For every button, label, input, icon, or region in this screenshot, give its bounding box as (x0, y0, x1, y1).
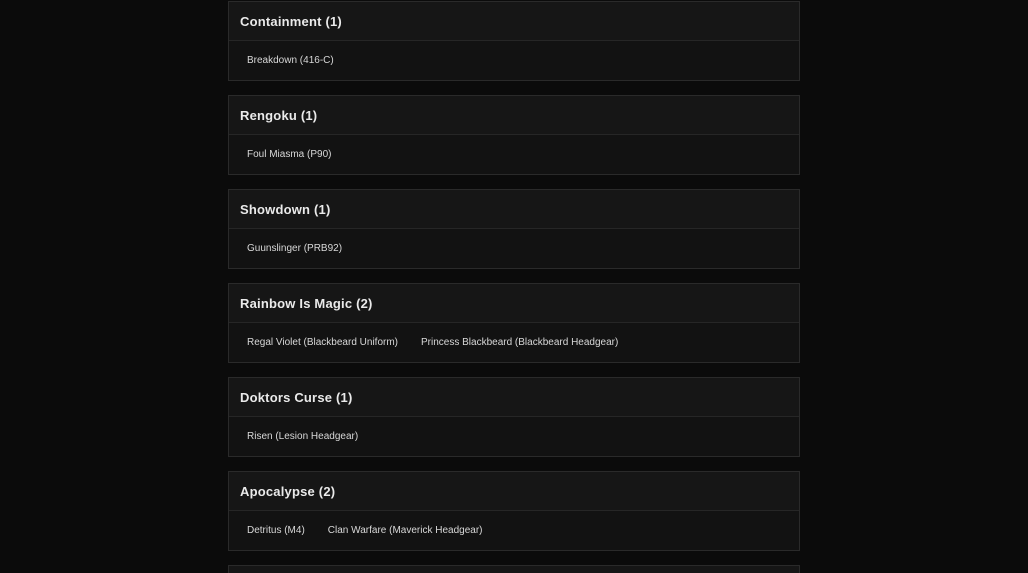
collection-header (229, 96, 799, 135)
collection-header (229, 190, 799, 229)
collection-list (228, 1, 800, 573)
skin-link[interactable]: Guunslinger (PRB92) (247, 243, 343, 254)
collection-header (229, 566, 799, 573)
collection-title: Containment (1) (240, 13, 342, 29)
skin-link[interactable]: Breakdown (416-C) (247, 55, 334, 66)
collection-header (229, 284, 799, 323)
collection-items (229, 41, 799, 80)
collection-title: Rengoku (1) (240, 107, 318, 123)
collection-card (228, 377, 800, 457)
collection-card-partial (228, 565, 800, 573)
skin-link[interactable]: Detritus (M4) (247, 525, 305, 536)
skin-link[interactable]: Regal Violet (Blackbeard Uniform) (247, 337, 398, 348)
collection-items (229, 417, 799, 456)
skin-link[interactable]: Risen (Lesion Headgear) (247, 431, 359, 442)
collection-card (228, 95, 800, 175)
collection-items (229, 511, 799, 550)
collection-items (229, 229, 799, 268)
collection-items (229, 323, 799, 362)
collection-card (228, 1, 800, 81)
collection-header (229, 2, 799, 41)
skin-link[interactable]: Clan Warfare (Maverick Headgear) (327, 525, 483, 536)
collection-title: Rainbow Is Magic (2) (240, 295, 373, 311)
collection-items (229, 135, 799, 174)
collection-header (229, 472, 799, 511)
collection-header (229, 378, 799, 417)
collection-title: Apocalypse (2) (240, 483, 336, 499)
collection-card (228, 471, 800, 551)
collection-card (228, 189, 800, 269)
collection-card (228, 283, 800, 363)
skin-link[interactable]: Princess Blackbeard (Blackbeard Headgear) (421, 337, 619, 348)
collection-title: Showdown (1) (240, 201, 331, 217)
collection-title: Doktors Curse (1) (240, 389, 353, 405)
skin-link[interactable]: Foul Miasma (P90) (247, 149, 332, 160)
